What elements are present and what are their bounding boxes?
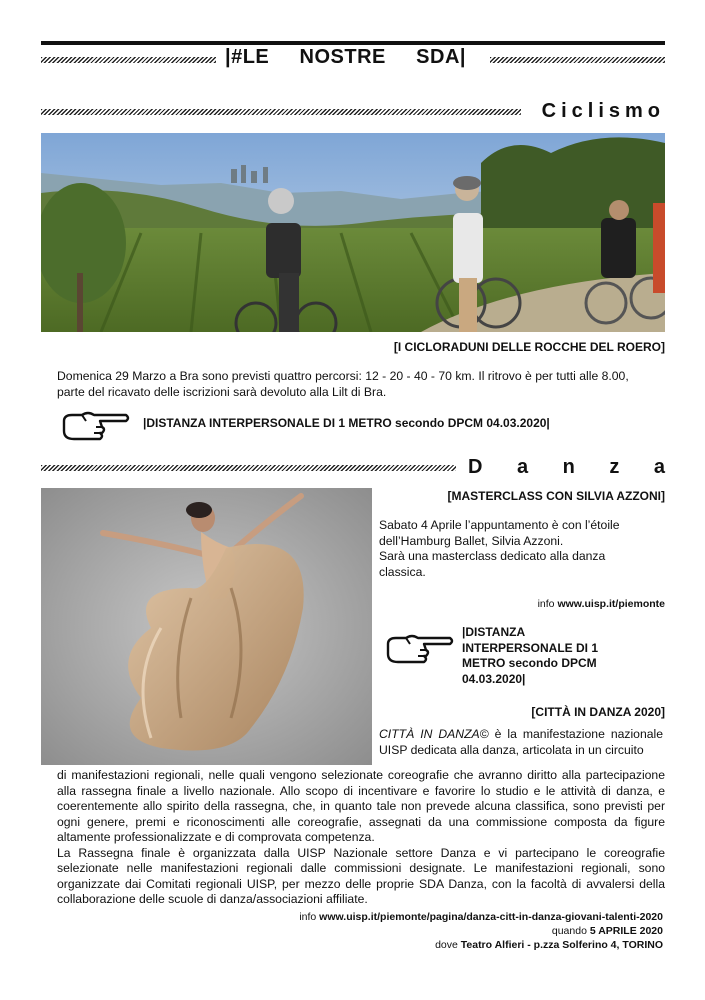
warning-line: INTERPERSONALE DI 1	[462, 640, 599, 655]
citta-intro-rest: è la manifestazione nazionale UISP dedicata alla danza, articolata in un circuito	[379, 727, 664, 757]
masterclass-text-line: Sabato 4 Aprile l’appuntamento è con l’étoile dell’Hamburg Ballet, Silvia Azzoni.	[379, 518, 620, 548]
citta-paragraph: La Rassegna finale è organizzata dalla UISP Nazionale settore Danza e vi partecipano le coreografie selezionate nelle manifestazioni regionali dalle commissioni designate. Le manifestazioni regionali, sono organizzate dai Comitati regionali UISP, per mezzo delle proprie SDA Danza, con la facoltà di avvalersi della collaborazione delle scuole di danza/associazioni affiliate.	[57, 845, 665, 906]
footer-quando-value: 5 APRILE 2020	[589, 925, 663, 937]
info-link[interactable]: www.uisp.it/piemonte	[557, 598, 665, 610]
section-title-danza	[468, 456, 665, 479]
warning-line: 04.03.2020|	[462, 671, 526, 686]
footer-dove-value: Teatro Alfieri - p.zza Solferino 4, TORINO	[460, 939, 663, 951]
title-letter: D	[468, 456, 483, 478]
citta-body	[57, 768, 665, 908]
section-title-ciclismo: Ciclismo	[541, 100, 665, 122]
footer-quando-label: quando	[551, 925, 590, 937]
page-header-title: |#LE NOSTRE SDA|	[225, 46, 467, 68]
hatch-divider	[41, 109, 521, 115]
title-letter: a	[653, 456, 665, 478]
warning-line: |DISTANZA	[462, 625, 526, 639]
info-label: info	[537, 598, 558, 610]
footer-dove-label: dove	[435, 939, 461, 951]
footer-info	[299, 910, 663, 924]
citta-intro	[379, 727, 663, 758]
dancer-photo-illustration	[41, 488, 372, 765]
hatch-divider	[41, 57, 216, 63]
hatch-divider	[490, 57, 665, 63]
cycling-caption: [I CICLORADUNI DELLE ROCCHE DEL ROERO]	[393, 340, 665, 354]
footer-info-link[interactable]: www.uisp.it/piemonte/pagina/danza-citt-in-danza-giovani-talenti-2020	[319, 911, 663, 923]
pointing-hand-icon	[384, 630, 454, 668]
footer-info-label: info	[299, 911, 320, 923]
masterclass-text	[379, 518, 655, 580]
citta-caption: [CITTÀ IN DANZA 2020]	[531, 705, 665, 719]
top-rule	[41, 41, 665, 45]
cycling-photo-illustration	[41, 133, 665, 332]
masterclass-info	[538, 597, 665, 611]
warning-line: METRO secondo DPCM	[462, 656, 597, 670]
title-letter: a	[516, 456, 529, 478]
footer-dove	[299, 938, 663, 952]
masterclass-caption: [MASTERCLASS CON SILVIA AZZONI]	[447, 489, 665, 503]
distance-warning-danza	[462, 625, 598, 687]
cycling-text: Domenica 29 Marzo a Bra sono previsti quattro percorsi: 12 - 20 - 40 - 70 km. Il ritrovo è per tutti alle 8.00, parte del ricavato delle iscrizioni sarà devoluto alla Lilt di Bra.	[57, 369, 629, 399]
cycling-photo	[41, 133, 665, 332]
citta-intro-italic: CITTÀ IN DANZA©	[379, 727, 489, 741]
hatch-divider	[41, 465, 456, 471]
title-letter: n	[562, 456, 575, 478]
dancer-photo	[41, 488, 372, 765]
pointing-hand-icon	[60, 407, 130, 445]
event-footer	[299, 910, 663, 952]
distance-warning-cycling: |DISTANZA INTERPERSONALE DI 1 METRO secondo DPCM 04.03.2020|	[143, 416, 550, 430]
footer-quando	[299, 924, 663, 938]
title-letter: z	[609, 456, 620, 478]
masterclass-text-line: Sarà una masterclass dedicato alla danza classica.	[379, 549, 606, 579]
citta-paragraph: di manifestazioni regionali, nelle quali vengono selezionate coreografie che avranno diritto alla partecipazione alla rassegna finale a livello nazionale. Allo scopo di incentivare e favorire lo studio e le attività di danza, e coerentemente allo spirito della rassegna, che, in quanto tale non prevede alcuna classifica, sono previsti per ogni genere, premi e riconoscimenti alle coreografie, assegnati da una commissione composta da figure altamente professionalizzate e di comprovata competenza.	[57, 768, 665, 844]
